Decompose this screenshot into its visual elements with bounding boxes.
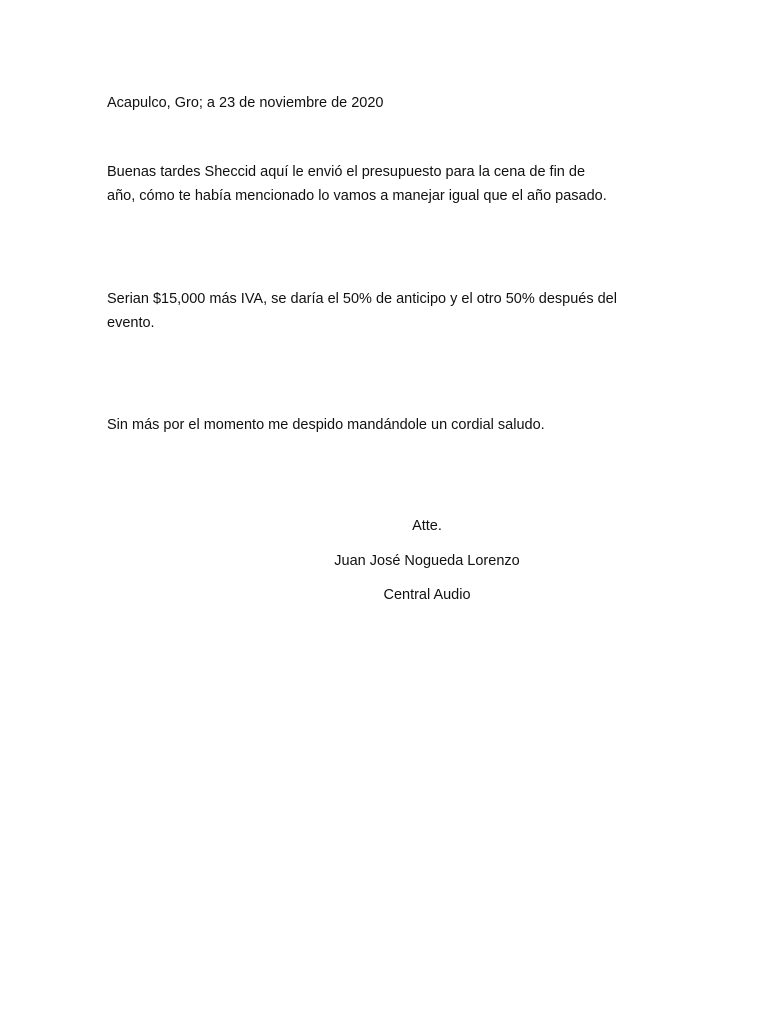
closing-line: Sin más por el momento me despido mandándole un cordial saludo. [107, 417, 545, 433]
paragraph-price [107, 287, 667, 335]
signature-atte: Atte. [412, 518, 442, 534]
signature-company: Central Audio [383, 587, 471, 603]
paragraph-budget [107, 160, 667, 208]
date-line: Acapulco, Gro; a 23 de noviembre de 2020 [107, 95, 384, 111]
paragraph-budget-line-1: Buenas tardes Sheccid aquí le envió el presupuesto para la cena de fin de [107, 164, 586, 180]
signature-name: Juan José Nogueda Lorenzo [334, 553, 520, 569]
paragraph-budget-line-2: año, cómo te había mencionado lo vamos a manejar igual que el año pasado. [107, 188, 607, 204]
paragraph-price-line-1: Serian $15,000 más IVA, se daría el 50% de anticipo y el otro 50% después del [107, 291, 617, 307]
paragraph-price-line-2: evento. [107, 315, 155, 331]
